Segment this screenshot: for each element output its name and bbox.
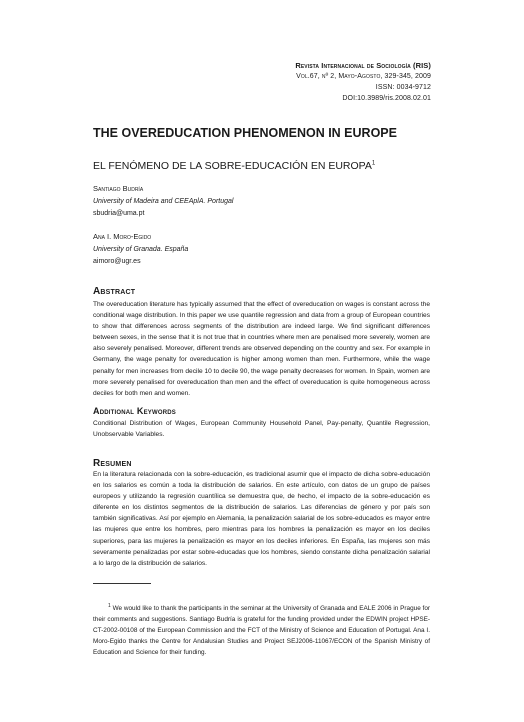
keywords-heading: Additional Keywords [93,406,176,416]
journal-issn: ISSN: 0034-9712 [375,84,431,91]
author-name: Santiago Budría [93,184,144,193]
author-affiliation: University of Granada. España [93,245,189,253]
journal-doi: DOI:10.3989/ris.2008.02.01 [342,95,431,102]
journal-name: Revista Internacional de Sociología (RIS) [295,61,431,70]
resumen-text: En la literatura relacionada con la sobre-educación, es tradicional asumir que el impacto de dicha sobre-educación en los salarios es común a toda la distribución de salarios. En este artículo, con datos de un grupo de países europeos y utilizando la regresión cuantílica se demuestra que, de hecho, el impacto de la sobre-educación es diferente en los distintos segmentos de la distribución de salarios. Las diferencias de género y por país son también significativas. Así por ejemplo en Alemania, la penalización salarial de los sobre-educados es mayor entre las mujeres que entre los hombres, pero mientras para los hombres la penalización es mayor en los deciles superiores, para las mujeres la penalización es mayor en los deciles inferiores. En España, las mujeres son más severamente penalizadas por estar sobre-educadas que los hombres, siendo constante dicha penalización salarial a lo largo de la distribución de salarios. [93,471,430,567]
footnote-mark: 1 [108,603,111,609]
article-title: THE OVEREDUCATION PHENOMENON IN EUROPE [93,126,397,140]
article-subtitle [93,160,433,172]
abstract-heading: Abstract [93,286,136,297]
resumen-heading: Resumen [93,458,132,469]
author-block-1 [93,183,433,221]
footnote-text: We would like to thank the participants in the seminar at the University of Granada and EALE 2006 in Prague for their comments and suggestions. Santiago Budría is grateful for the funding provided under the EDWIN project HPSE-CT-2002-00108 of the European Commission and the FCT of the Ministry of Science and Education of Portugal. Ana I. Moro-Egido thanks the Centre for Andalusian Studies and Project SEJ2006-11067/ECON of the Spanish Ministry of Education and Science for their funding. [93,605,430,657]
abstract-text: The overeducation literature has typically assumed that the effect of overeducation on wages is constant across the conditional wage distribution. In this paper we use quantile regression and data from a group of European countries to show that differences across segments of the distribution are indeed large. We find significant differences between sexes, in the sense that it is not true that in countries where men are penalised more severely, women are also severely penalised. Moreover, different trends are observed depending on the country and sex. For example in Germany, the wage penalty for overeducation is higher among women than men. Furthermore, while the wage penalty for men increases from decile 10 to decile 90, the wage penalty decreases for women. In Spain, women are more severely penalised for overeducation than men and the effect of overeducation is quite homogeneous across deciles for both men and women. [93,301,430,397]
footnote [93,601,430,658]
footnote-ref[interactable]: 1 [371,160,376,167]
author-affiliation: University of Madeira and CEEAplA. Portugal [93,197,234,205]
author-email[interactable]: aimoro@ugr.es [93,258,141,265]
author-email[interactable]: sbudria@uma.pt [93,210,145,217]
footnote-divider [93,583,151,584]
journal-header [131,60,431,104]
journal-issue: Vol.67, nº 2, Mayo-Agosto, 329-345, 2009 [296,73,431,80]
author-name: Ana I. Moro-Egido [93,232,152,241]
keywords-text: Conditional Distribution of Wages, European Community Household Panel, Pay-penalty, Quantile Regression, Unobservable Variables. [93,420,430,439]
subtitle-text: EL FENÓMENO DE LA SOBRE-EDUCACIÓN EN EUROPA [93,160,372,172]
author-block-2 [93,231,433,269]
